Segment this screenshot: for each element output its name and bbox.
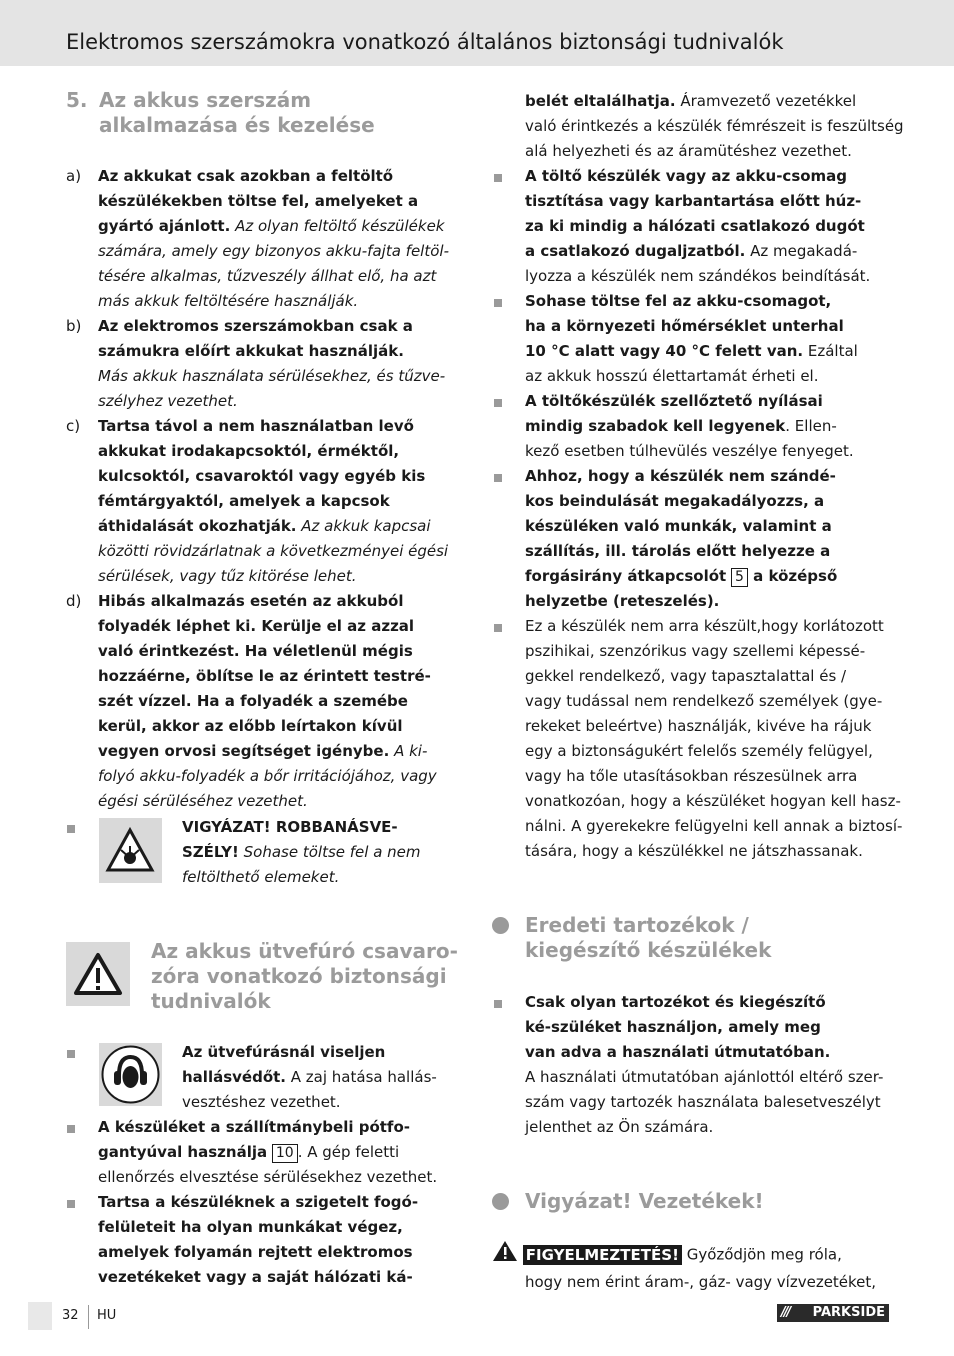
bullet — [494, 174, 502, 182]
item-label-d: d) — [66, 592, 82, 610]
bullet — [67, 825, 75, 833]
page-number: 32 — [62, 1308, 79, 1323]
item-label-a: a) — [66, 167, 82, 185]
page-header-title: Elektromos szerszámokra vonatkozó általános biztonsági tudnivalók — [66, 30, 784, 54]
header-bar — [0, 0, 954, 66]
section-dot — [492, 1193, 509, 1210]
explosion-warning-text: VIGYÁZAT! ROBBANÁSVE- SZÉLY! Sohase töltse fel a nem feltölthető elemeket. — [182, 818, 421, 886]
item-b-text: Az elektromos szerszámokban csak a számukra előírt akkukat használják. Más akkuk használata sérülésekhez, és tűzve- szélyhez vezethet. — [98, 317, 446, 410]
hearing-protection-icon — [99, 1043, 162, 1106]
bullet — [67, 1125, 75, 1133]
language-code: HU — [97, 1308, 117, 1323]
hearing-protection-text: Az ütvefúrásnál viseljen hallásvédőt. A zaj hatása hallás- vesztéshez vezethet. — [182, 1043, 437, 1111]
footer-divider — [88, 1305, 89, 1329]
item-label-c: c) — [66, 417, 81, 435]
temperature-text: Sohase töltse fel az akku-csomagot, ha a környezeti hőmérséklet unterhal 10 °C alatt vagy 40 °C felett van. Ezáltal az akkuk hosszú élettartamát érheti el. — [525, 292, 858, 385]
bullet — [494, 474, 502, 482]
explosion-warning-icon — [99, 818, 162, 883]
vents-text: A töltőkészülék szellőztető nyílásai mindig szabadok kell legyenek. Ellen- kező esetben túlhevülés veszélye fenyeget. — [525, 392, 854, 460]
insulated-surfaces-text: Tartsa a készüléknek a szigetelt fogó- felületeit ha olyan munkákat végez, amelyek folyamán rejtett elektromos vezetékeket vagy a saját hálózati ká- — [98, 1193, 419, 1286]
bullet — [494, 624, 502, 632]
drill-safety-title: Az akkus ütvefúró csavaro- zóra vonatkozó biztonsági tudnivalók — [151, 939, 458, 1013]
switch-lock-text: Ahhoz, hogy a készülék nem szándé- kos beindulását megakadályozzs, a készüléken való munkák, valamint a szállítás, ill. tárolás előtt helyezze a forgásirány átkapcsolót 5 a középső helyzetbe (reteszelés). — [525, 467, 838, 610]
additional-handle-text: A készüléket a szállítmánybeli pótfo- gantyúval használja 10 . A gép feletti ellenőrzés elvesztése sérülésekhez vezethet. — [98, 1118, 438, 1186]
brand-logo: /// PARKSIDE — [777, 1304, 889, 1322]
warning-triangle-icon — [492, 1240, 518, 1270]
section-number: 5. — [66, 88, 88, 112]
maintenance-text: A töltő készülék vagy az akku-csomag tisztítása vagy karbantartása előtt húz- za ki mindig a hálózati csatlakozó dugót a csatlakozó dugaljzatból. Az megakadá- lyozza a készülék nem szándékos beindítását. — [525, 167, 871, 285]
section-dot — [492, 917, 509, 934]
item-label-b: b) — [66, 317, 82, 335]
bullet — [494, 399, 502, 407]
item-c-text: Tartsa távol a nem használatban levő akkukat irodakapcsoktól, érméktől, kulcsoktól, csavaroktól vagy egyéb kis fémtárgyaktól, amelyek a kapcsok áthidalását okozhatják. Az akkuk kapcsai közötti rövidzárlatnak a következményei égési sérülések, vagy tűz kitörése lehet. — [98, 417, 449, 585]
bullet — [494, 299, 502, 307]
continued-text: belét eltalálhatja. Áramvezető vezetékkel való érintkezés a készülék fémrészeit is feszültség alá helyezheti és az áramütéshez vezethet. — [525, 92, 904, 160]
warning-label: FIGYELMEZTETÉS! — [523, 1245, 682, 1265]
accessories-title: Eredeti tartozékok / kiegészítő készülékek — [525, 913, 772, 962]
footer-marker — [28, 1302, 52, 1330]
ref-number-5: 5 — [731, 568, 748, 587]
cables-warning-text: FIGYELMEZTETÉS! Győződjön meg róla, hogy nem érint áram-, gáz- vagy vízvezetéket, — [492, 1240, 912, 1295]
item-a-text: Az akkukat csak azokban a feltöltő készülékekben töltse fel, amelyeket a gyártó ajánlott. Az olyan feltöltő készülékek számára, amely egy bizonyos akku-fajta feltöl- tésére alkalmas, tűzveszély állhat elő, ha azt más akkuk feltöltésére használják. — [98, 167, 449, 310]
bullet — [67, 1200, 75, 1208]
bullet — [494, 1000, 502, 1008]
bullet — [67, 1050, 75, 1058]
warning-triangle-icon — [66, 942, 130, 1006]
persons-text: Ez a készülék nem arra készült,hogy korlátozott pszihikai, szenzórikus vagy szellemi képessé- gekkel rendelkező, vagy tapasztalattal és / vagy tudással nem rendelkező személyek (gye- rekeket beleértve) használják, kivéve ha rájuk egy a biztonságukért felelős személy felügyel, vagy ha tőle utasításokban részesülnek arra vonatkozóan, hogy a készüléket hogyan kell hasz- nálni. A gyerekekre felügyelni kell annak a biztosí- tására, hogy a készülékkel ne játszhassanak. — [525, 617, 903, 860]
item-d-text: Hibás alkalmazás esetén az akkuból folyadék léphet ki. Kerülje el az azzal való érintkezést. Ha véletlenül mégis hozzáérne, öblítse le az érintett testré- szét vízzel. Ha a folyadék a szemébe kerül, akkor az előbb leírtakon kívül vegyen orvosi segítséget igénybe. A ki- folyó akku-folyadék a bőr irritációjához, vagy égési sérüléséhez vezethet. — [98, 592, 437, 810]
cables-title: Vigyázat! Vezetékek! — [525, 1189, 764, 1213]
accessories-text: Csak olyan tartozékot és kiegészítő ké-szüléket használjon, amely meg van adva a használati útmutatóban. A használati útmutatóban ajánlottól eltérő szer- szám vagy tartozék használata balesetveszélyt jelenthet az Ön számára. — [525, 993, 884, 1136]
section-title: Az akkus szerszám alkalmazása és kezelése — [99, 88, 375, 137]
ref-number-10: 10 — [272, 1144, 298, 1163]
